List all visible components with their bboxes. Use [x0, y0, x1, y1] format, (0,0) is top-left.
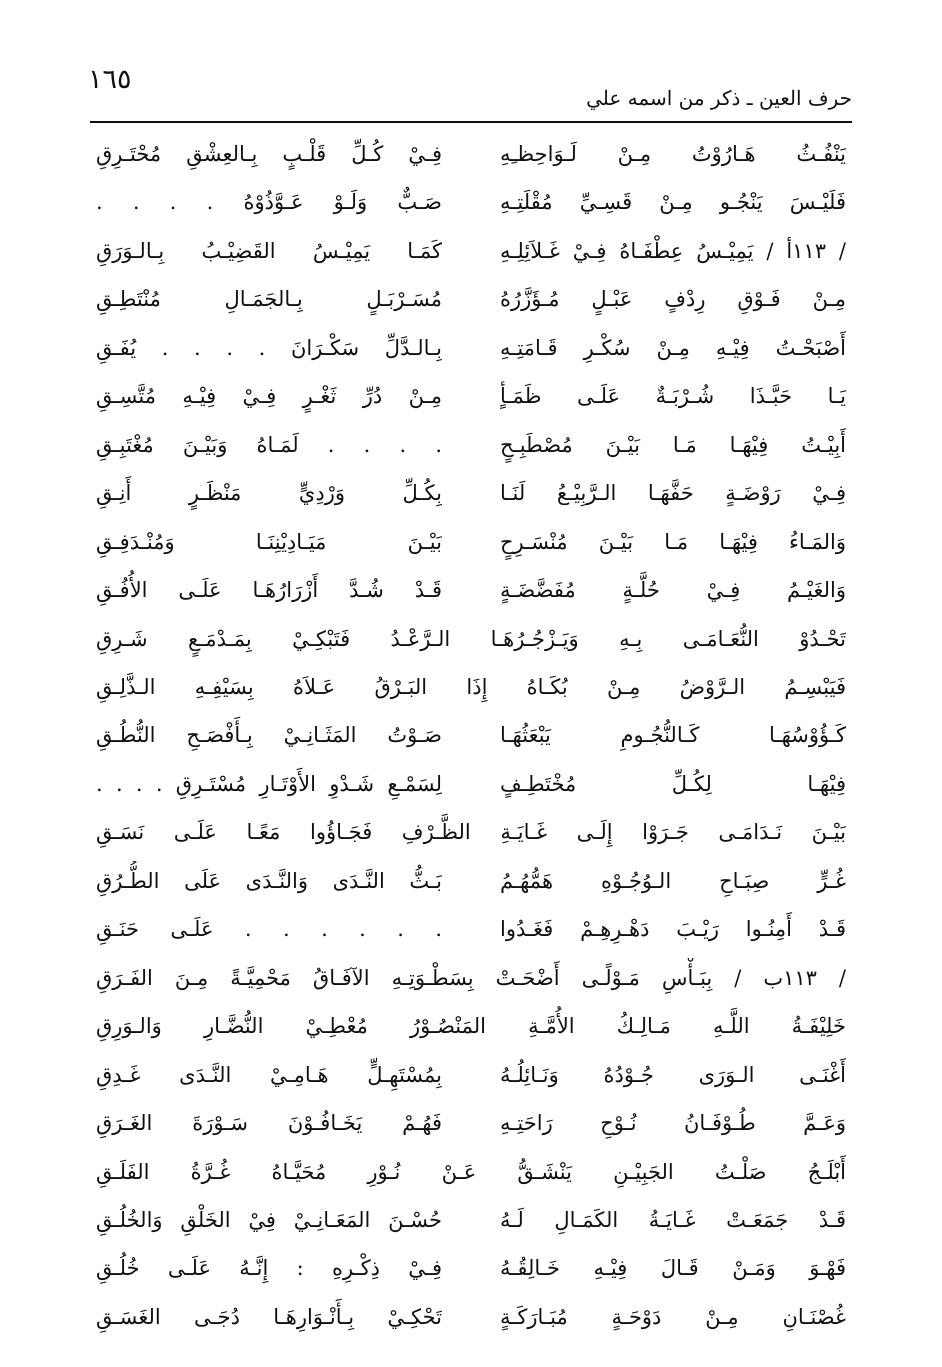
poem-line-full: فَيَبْسِـمُ الـرَّوْضُ مِـنْ بُكَـاهُ إِذَا البَـرْقُ عَـلاَهُ بِسَيْفِـهِ الـذَّلِـقِ [96, 674, 846, 699]
poem-line [96, 1006, 846, 1046]
running-header: حرف العين ـ ذكر من اسمه علي [586, 86, 852, 110]
first-hemistich: فَهْـوَ وَمَـنْ قَـالَ فِيْـهِ خَـالِقُـهُ [500, 1256, 846, 1281]
poem-line [96, 425, 846, 465]
poem-line [96, 473, 846, 513]
first-hemistich: غُـرٍّ صِبَـاحِ الـوُجُـوْهِ هَمُّهُـمُ [500, 868, 846, 893]
poem-line [96, 231, 846, 271]
second-hemistich: مُسَـرْبَـلٍ بِـالجَمَـالِ مُنْتَطِـقِ [96, 287, 442, 312]
second-hemistich: بِكُـلِّ وَرْدِيٍّ مَنْظَـرٍ أَنِـقِ [96, 481, 442, 506]
second-hemistich: كَمَـا يَمِيْـسُ القَضِيْـبُ بِـالـوَرَقِ [96, 238, 442, 263]
second-hemistich: بِمُسْتَهِـلٍّ هَـامِـيْ النَّـدَى غَـدِقِ [96, 1062, 442, 1087]
poem-line [96, 182, 846, 222]
poem-line [96, 619, 846, 659]
poem-line [96, 570, 846, 610]
first-hemistich: وَالغَيْـمُ فِـيْ حُلَّـةٍ مُفَضَّضَـةٍ [500, 578, 846, 603]
poem-line-full: / ١١٣ب / بِبَـأْسِ مَـوْلًـى أَضْحَـتْ بِسَطْـوَتِـهِ الآفَـاقُ مَحْمِيَّـةً مِـنَ الفَـرَقِ [96, 965, 846, 990]
first-hemistich: أَغْنَـى الـوَرَى جُـوْدُهُ وَنَـائِلُـهُ [500, 1062, 846, 1087]
second-hemistich: حُسْـنَ المَعَـانِـيْ فِيْ الخَلْقِ وَالخُلُـقِ [96, 1207, 442, 1232]
poem-body [96, 134, 846, 1337]
second-hemistich: بِـالـدَّلِّ سَكْـرَانَ . . . . يُفَـقِ [96, 335, 442, 360]
second-hemistich: صَـوْتُ المَثَـانِـيْ بِـأَفْصَـحِ النُّطُـقِ [96, 723, 442, 748]
second-hemistich: فِـيْ ذِكْـرِهِ : إِنَّـهُ عَلَـى خُلُـقِ [96, 1256, 442, 1281]
first-hemistich: أَصْبَحْـتُ فِيْـهِ مِـنْ سُكْـرِ قَـامَتِـهِ [500, 335, 846, 360]
poem-line [96, 715, 846, 755]
poem-line [96, 1152, 846, 1192]
poem-line [96, 764, 846, 804]
second-hemistich: فِـيْ كُـلِّ قَلْـبٍ بِـالعِشْقِ مُحْتَـرِقِ [96, 142, 442, 166]
poem-line [96, 1248, 846, 1288]
second-hemistich: مِـنْ دُرِّ ثَغْـرٍ فِـيْ فِيْـهِ مُتَّسِـقِ [96, 384, 442, 409]
first-hemistich: / ١١٣أ / يَمِيْـسُ عِطْفَـاهُ فِـيْ غَـلاَئِلِـهِ [500, 238, 846, 263]
poem-line [96, 1055, 846, 1095]
first-hemistich: يَـا حَبَّـذَا شُـرْبَـةٌ عَلَـى ظَمَـأٍ [500, 384, 846, 409]
second-hemistich: لِسَمْـعِ شَـدْوِ الأَوْتَـارِ مُسْتَـرِقِ . . . . [96, 771, 442, 796]
first-hemistich: وَالمَـاءُ فِيْهَـا مَـا بَيْـنَ مُنْسَـرِحٍ [500, 529, 846, 554]
poem-line-full: خَلِيْفَـةُ اللَّـهِ مَـالِـكُ الأُمَّـةِ المَنْصُـوْرُ مُعْطِـيْ النُّضَّـارِ وَالـوَرِقِ [96, 1014, 846, 1039]
second-hemistich: . . . . . . عَلَـى حَنَـقِ [96, 917, 442, 942]
first-hemistich: غُصْنَـانِ مِـنْ دَوْحَـةٍ مُبَـارَكَـةٍ [500, 1304, 846, 1329]
first-hemistich: كَـؤُوْسُهَـا كَـالنُّجُـومِ يَبْعَثُهَـا [500, 723, 846, 748]
first-hemistich: مِـنْ فَـوْقِ رِدْفٍ عَبْـلٍ مُـؤَزَّرُهُ [500, 287, 846, 312]
first-hemistich: أَبِيْـتُ فِيْهَـا مَـا بَيْـنَ مُصْطَبِـحٍ [500, 432, 846, 457]
poem-line [96, 1200, 846, 1240]
poem-line [96, 958, 846, 998]
poem-line [96, 812, 846, 852]
poem-line [96, 861, 846, 901]
poem-line [96, 376, 846, 416]
page-number: ١٦٥ [88, 64, 132, 95]
first-hemistich: فَلَيْـسَ يَنْجُـو مِـنْ قَسِـيِّ مُقْلَتِـهِ [500, 190, 846, 215]
poem-line [96, 667, 846, 707]
first-hemistich: فِيْهَـا لِكُـلِّ مُخْتَطِـفٍ [500, 771, 846, 796]
poem-line-full: تَحْـدُوْ النُّعَـامَـى بِـهِ وَيَـزْجُـرُهَـا الـرَّعْـدُ فَتَبْكِـيْ بِمَـدْمَـعٍ شَـرِقِ [96, 626, 846, 651]
poem-line [96, 1103, 846, 1143]
first-hemistich: قَـدْ جَمَعَـتْ غَـايَـةُ الكَمَـالِ لَـهُ [500, 1207, 846, 1232]
second-hemistich: قَـدْ شُـدَّ أَزْرَارُهَـا عَلَـى الأُفُـقِ [96, 578, 442, 603]
header-rule [90, 121, 852, 123]
first-hemistich: وَعَـمَّ طُـوْفَـانُ نُـوْحِ رَاحَتِـهِ [500, 1111, 846, 1136]
poem-line [96, 134, 846, 174]
first-hemistich: فِـيْ رَوْضَـةٍ حَفَّهَـا الـرَّبِيْـعُ لَنَـا [500, 481, 846, 506]
second-hemistich: تَحْكِـيْ بِـأَنْـوَارِهَـا دُجَـى الغَسَـقِ [96, 1304, 442, 1329]
poem-line [96, 328, 846, 368]
second-hemistich: صَـبٌّ وَلَـوْ عَـوَّذُوْهُ . . . . [96, 190, 442, 215]
second-hemistich: بَـثُّ النَّـدَى وَالنَّـدَى عَلَى الطُّـرُقِ [96, 868, 442, 893]
poem-line [96, 1297, 846, 1337]
second-hemistich: فَهُـمْ يَخَـافُـوْنَ سَـوْرَةَ الغَـرَقِ [96, 1111, 442, 1136]
second-hemistich: . . . . لَمَـاهُ وَبَيْـنَ مُغْتَبِـقِ [96, 432, 442, 457]
poem-line [96, 909, 846, 949]
second-hemistich: بَيْـنَ مَيَـادِيْنِنَـا وَمُنْـدَفِـقِ [96, 529, 442, 554]
poem-line [96, 522, 846, 562]
first-hemistich: قَـدْ أَمِنُـوا رَيْـبَ دَهْـرِهِـمْ فَغَـدُوا [500, 917, 846, 942]
poem-line-full: بَيْـنَ نَـدَامَـى جَـرَوْا إِلَـى غَـايَـةِ الظَّـرْفِ فَجَـاؤُوا مَعًـا عَلَـى نَسَـقِ [96, 820, 846, 845]
first-hemistich: يَنْفُـثُ هَـارُوْتُ مِـنْ لَـوَاحِظـِهِ [500, 142, 846, 166]
poem-line-full: أَبْلَـجُ صَلْـتُ الجَبِيْـنِ يَنْشَـقُّ عَـنْ نُـوْرِ مُحَيَّـاهُ غُـرَّةُ الفَلَـقِ [96, 1159, 846, 1184]
poem-line [96, 279, 846, 319]
